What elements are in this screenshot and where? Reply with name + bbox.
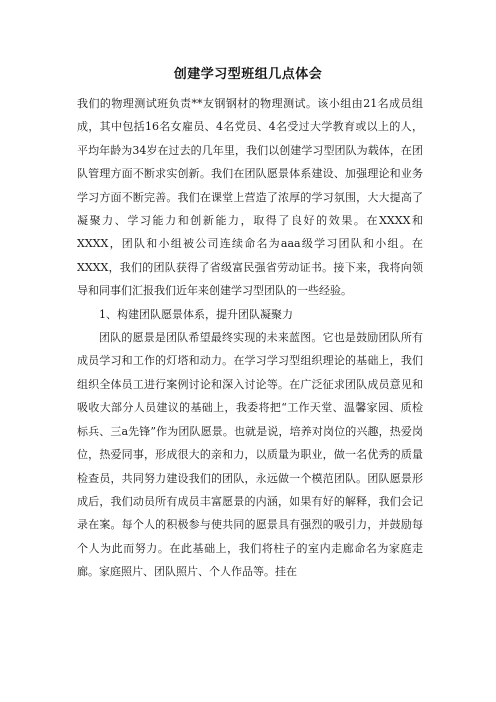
intro-paragraph: 我们的物理测试班负责**友钢钢材的物理测试。该小组由21名成员组成，其中包括16名女雇员、4名党员、4名受过大学教育或以上的人，平均年龄为34岁在过去的几年里，我们以创建学习型团队为载体，在团队管理方面不断求实创新。我们在团队愿景体系建设、加强理论和业务学习方面不断完善。我们在课堂上营造了浓厚的学习氛围，大大提高了凝聚力、学习能力和创新能力，取得了良好的效果。在XXXX和XXXX，团队和小组被公司连续命名为aaa级学习团队和小组。在 XXXX，我们的团队获得了省级富民强省劳动证书。接下来，我将向领导和同事们汇报我们近年来创建学习型团队的一些经验。: [77, 97, 423, 298]
section-paragraph: 团队的愿景是团队希望最终实现的未来蓝图。它也是鼓励团队所有成员学习和工作的灯塔和动力。在学习学习型组织理论的基础上，我们组织全体员工进行案例讨论和深入讨论等。在广泛征求团队成员意见和吸收大部分人员建议的基础上，我委将把“工作天堂、温馨家园、质检标兵、三a先锋”作为团队愿景。也就是说，培养对岗位的兴趣，热爱岗位，热爱同事，形成很大的亲和力，以质量为职业，做一名优秀的质量检查员，共同努力建设我们的团队，永远做一个模范团队。团队愿景形成后，我们动员所有成员丰富愿景的内涵，如果有好的解释，我们会记录在案。每个人的积极参与使共同的愿景具有强烈的吸引力，并鼓励每个人为此而努力。在此基础上，我们将柱子的室内走廊命名为家庭走廊。家庭照片、团队照片、个人作品等。挂在: [77, 331, 423, 579]
document-title: 创建学习型班组几点体会: [173, 67, 323, 82]
document-body: [77, 92, 423, 584]
section-heading: 1、构建团队愿景体系，提升团队凝聚力: [99, 307, 293, 321]
